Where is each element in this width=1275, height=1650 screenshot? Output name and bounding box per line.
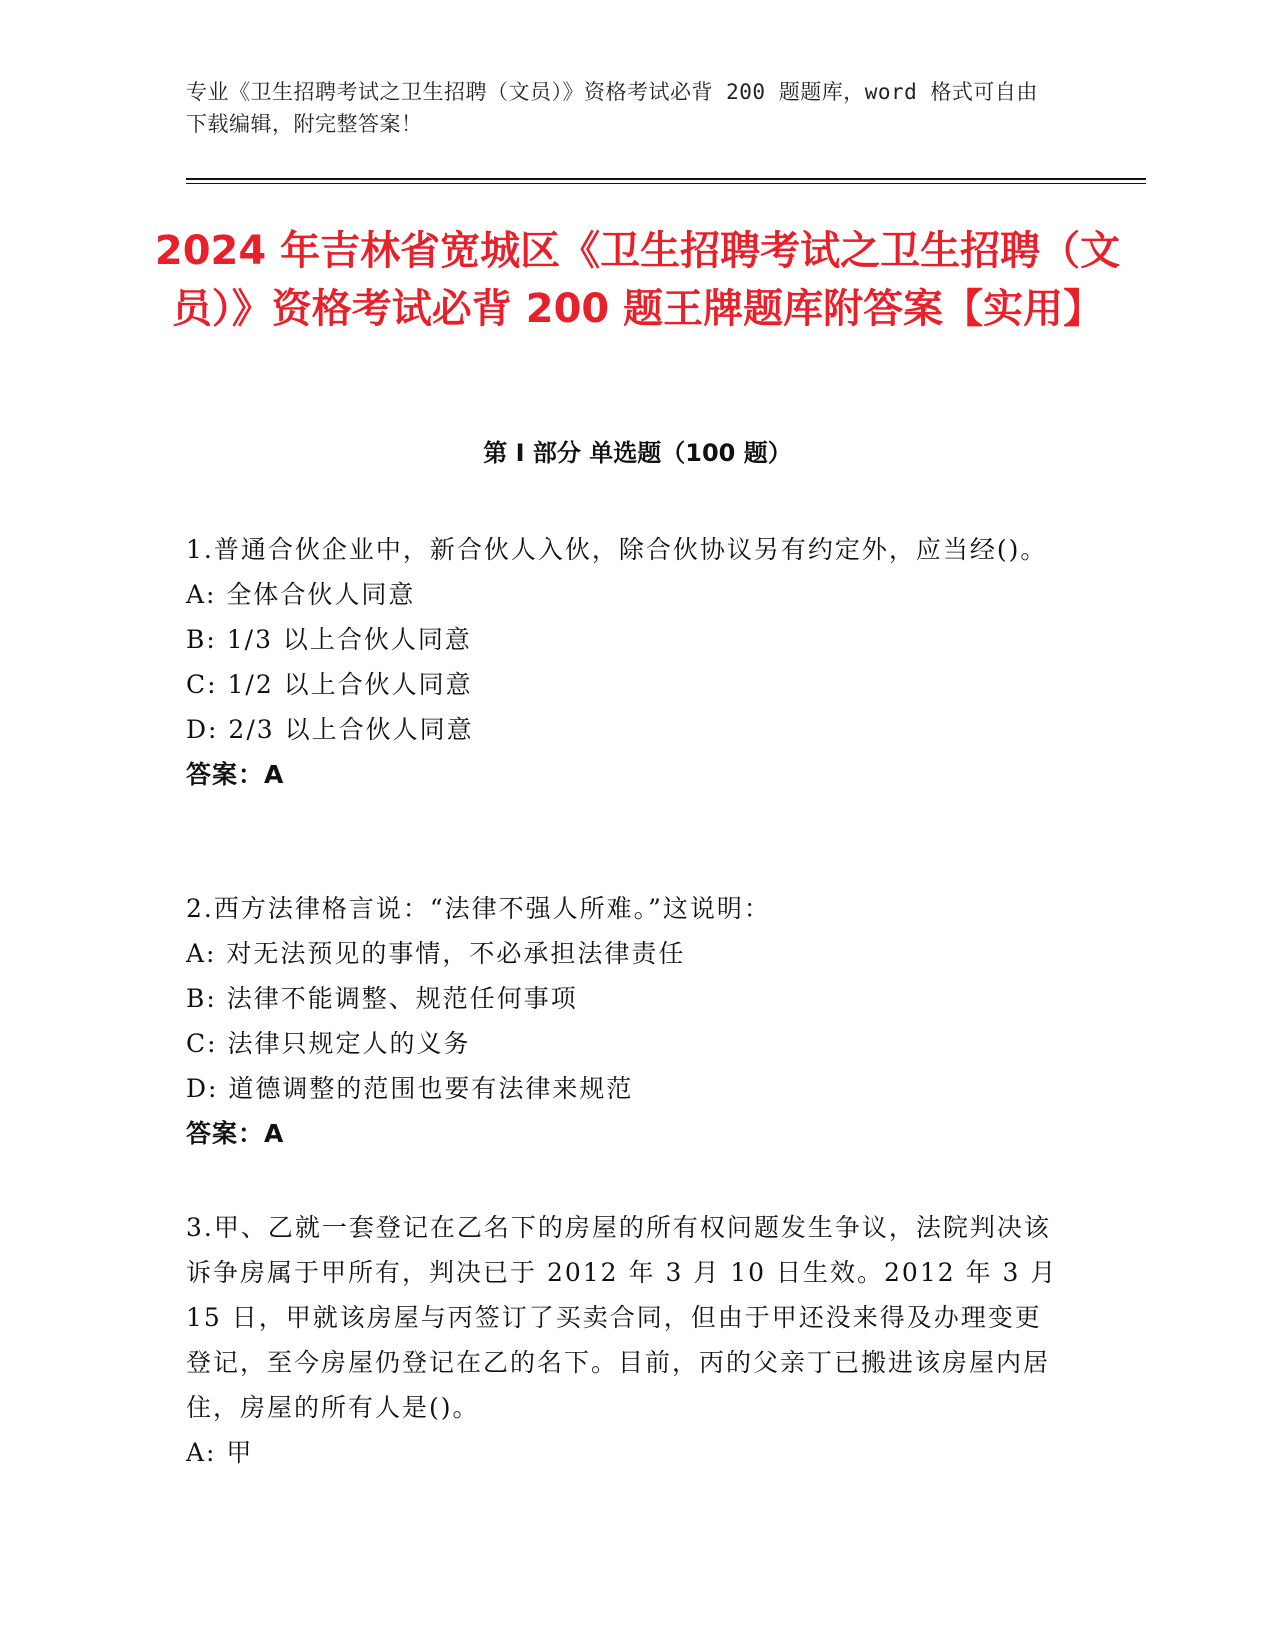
option-c: C: 法律只规定人的义务	[186, 1029, 471, 1058]
option-d: D: 道德调整的范围也要有法律来规范	[186, 1074, 634, 1103]
answer-label: 答案：A	[186, 1119, 285, 1148]
answer-label: 答案：A	[186, 760, 285, 789]
option-d: D: 2/3 以上合伙人同意	[186, 715, 474, 744]
header-note: 专业《卫生招聘考试之卫生招聘（文员）》资格考试必背 200 题题库，word 格式可自由下载编辑，附完整答案！	[186, 80, 1038, 136]
question-stem: 3.甲、乙就一套登记在乙名下的房屋的所有权问题发生争议，法院判决该诉争房属于甲所有，判决已于 2012 年 3 月 10 日生效。2012 年 3 月 15 日，甲就该房屋与丙签订了买卖合同，但由于甲还没来得及办理变更登记，至今房屋仍登记在乙的名下。目前，丙的父亲丁已搬进该房屋内居住，房屋的所有人是()。	[186, 1213, 1058, 1422]
option-b: B: 法律不能调整、规范任何事项	[186, 984, 578, 1013]
question-item	[186, 527, 1066, 797]
option-b: B: 1/3 以上合伙人同意	[186, 625, 472, 654]
option-a: A: 全体合伙人同意	[186, 580, 416, 609]
document-title: 2024 年吉林省宽城区《卫生招聘考试之卫生招聘（文员）》资格考试必背 200 题王牌题库附答案【实用】	[154, 228, 1121, 332]
section-title: 第 I 部分 单选题（100 题）	[483, 439, 792, 467]
header-divider-thin	[186, 183, 1146, 184]
header-divider-thick	[186, 178, 1146, 180]
question-item	[186, 1205, 1066, 1475]
question-item	[186, 886, 1066, 1156]
option-a: A: 对无法预见的事情，不必承担法律责任	[186, 939, 686, 968]
question-stem: 1.普通合伙企业中，新合伙人入伙，除合伙协议另有约定外，应当经()。	[186, 535, 1048, 564]
option-c: C: 1/2 以上合伙人同意	[186, 670, 473, 699]
option-a: A: 甲	[186, 1438, 254, 1467]
question-stem: 2.西方法律格言说：“法律不强人所难。”这说明：	[186, 894, 771, 923]
